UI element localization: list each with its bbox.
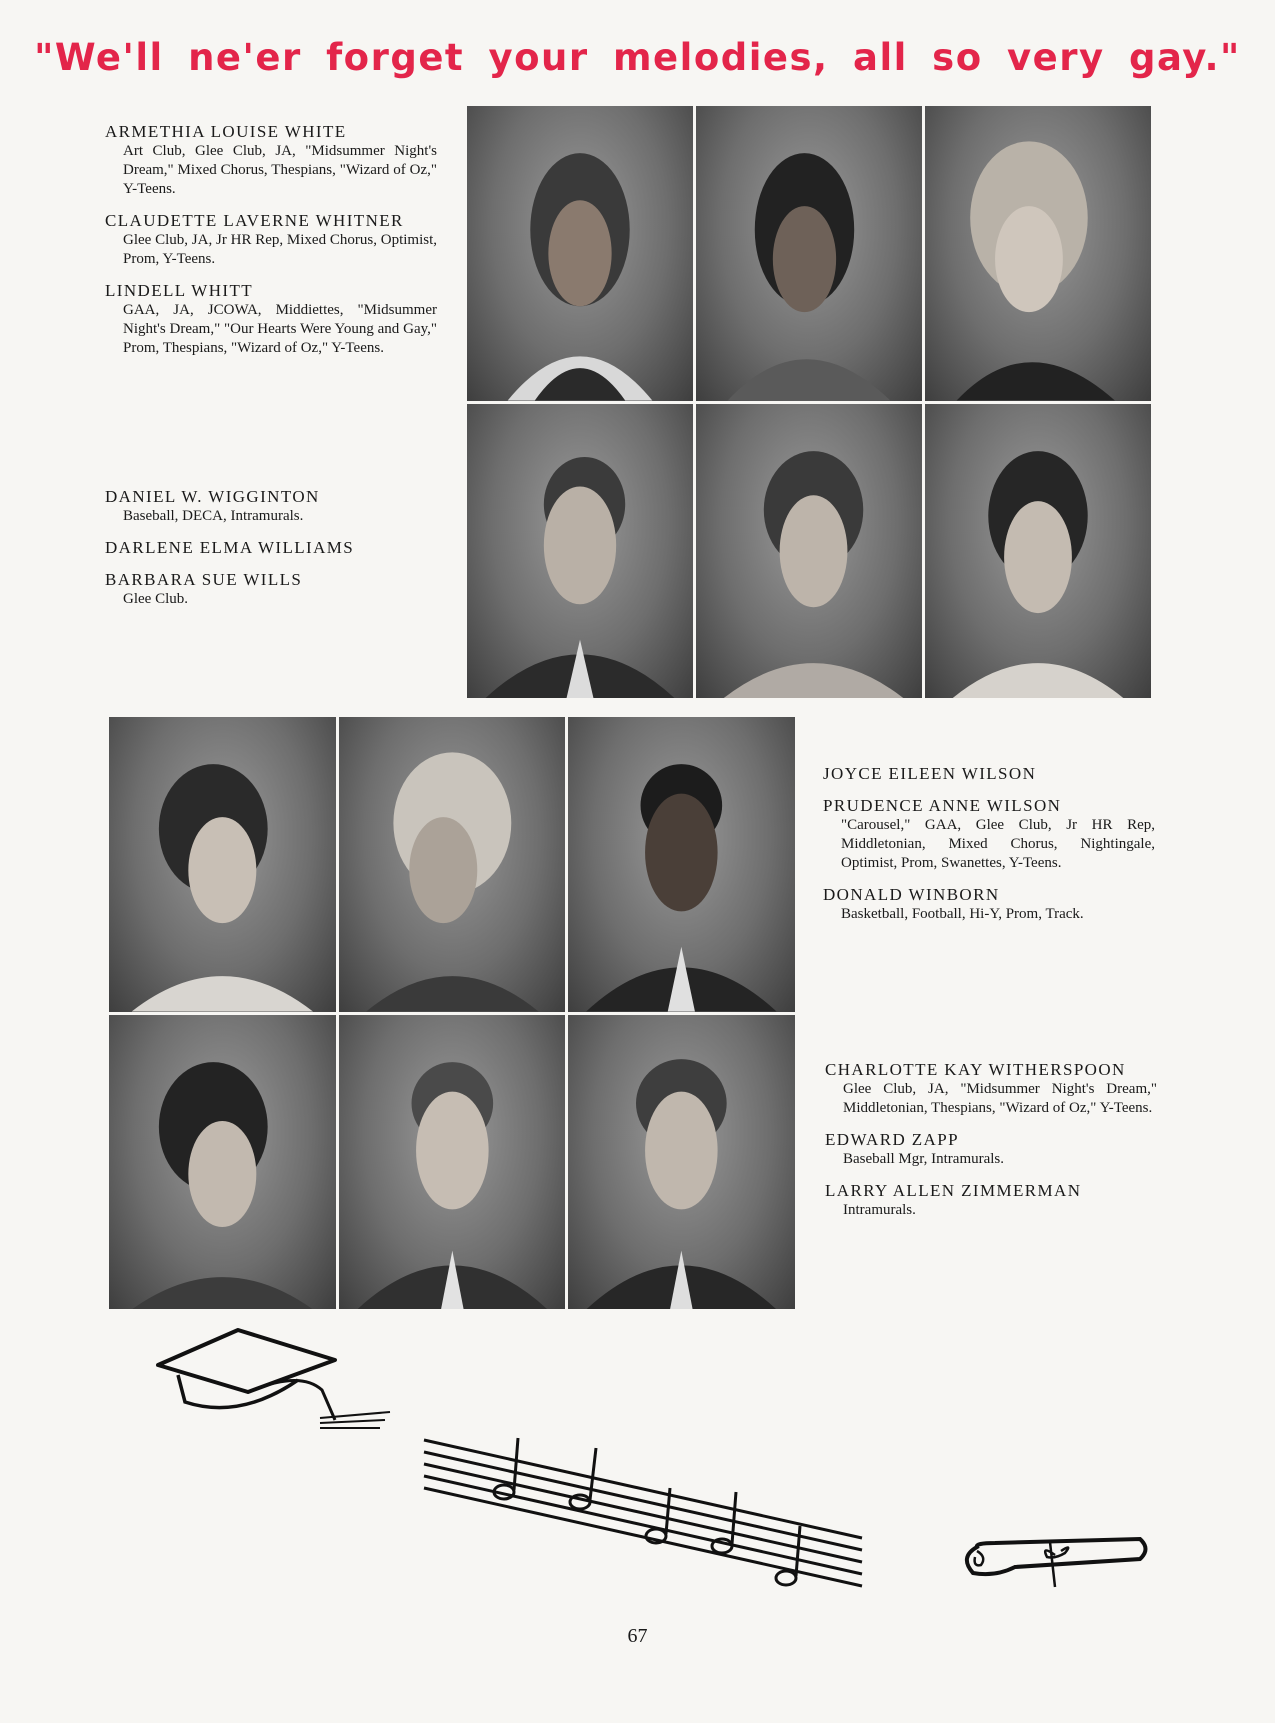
- graduation-cap-icon: [150, 1320, 400, 1440]
- student-name: CLAUDETTE LAVERNE WHITNER: [105, 211, 404, 230]
- mid-left-names: [105, 487, 437, 621]
- student-entry: [105, 281, 437, 358]
- student-entry: [105, 538, 437, 558]
- student-entry: [823, 764, 1155, 784]
- student-portrait: [109, 1015, 336, 1310]
- student-name: DONALD WINBORN: [823, 885, 1000, 904]
- student-entry: [105, 122, 437, 199]
- student-entry: [825, 1181, 1157, 1220]
- bottom-right-names: [825, 1060, 1157, 1232]
- student-entry: [105, 570, 437, 609]
- student-entry: [825, 1060, 1157, 1118]
- student-portrait: [467, 106, 693, 401]
- student-portrait: [696, 106, 922, 401]
- student-name: ARMETHIA LOUISE WHITE: [105, 122, 347, 141]
- student-name: LINDELL WHITT: [105, 281, 254, 300]
- page-number: 67: [627, 1625, 648, 1647]
- student-activities: "Carousel," GAA, Glee Club, Jr HR Rep, Middletonian, Mixed Chorus, Nightingale, Optimist, Prom, Swanettes, Y-Teens.: [841, 817, 1155, 871]
- student-entry: [105, 211, 437, 269]
- student-entry: [105, 487, 437, 526]
- student-name: JOYCE EILEEN WILSON: [823, 764, 1037, 783]
- student-activities: Glee Club, JA, Jr HR Rep, Mixed Chorus, Optimist, Prom, Y-Teens.: [123, 232, 437, 267]
- student-name: BARBARA SUE WILLS: [105, 570, 303, 589]
- student-portrait: [467, 404, 693, 699]
- student-portrait: [339, 1015, 566, 1310]
- student-portrait: [109, 717, 336, 1012]
- bottom-photo-grid: [109, 717, 795, 1309]
- student-portrait: [568, 717, 795, 1012]
- student-portrait: [339, 717, 566, 1012]
- student-activities: Intramurals.: [843, 1202, 916, 1218]
- student-activities: Glee Club.: [123, 591, 188, 607]
- mid-right-names: [823, 764, 1155, 936]
- student-name: EDWARD ZAPP: [825, 1130, 959, 1149]
- student-activities: Baseball, DECA, Intramurals.: [123, 508, 304, 524]
- student-activities: Basketball, Football, Hi-Y, Prom, Track.: [841, 906, 1084, 922]
- student-activities: Art Club, Glee Club, JA, "Midsummer Night's Dream," Mixed Chorus, Thespians, "Wizard of Oz," Y-Teens.: [123, 143, 437, 197]
- music-notes-icon: [420, 1428, 870, 1598]
- student-name: CHARLOTTE KAY WITHERSPOON: [825, 1060, 1126, 1079]
- student-activities: GAA, JA, JCOWA, Middiettes, "Midsummer Night's Dream," "Our Hearts Were Young and Gay," Prom, Thespians, "Wizard of Oz," Y-Teens.: [123, 302, 437, 356]
- student-portrait: [925, 106, 1151, 401]
- top-photo-grid: [467, 106, 1151, 698]
- student-entry: [825, 1130, 1157, 1169]
- student-portrait: [925, 404, 1151, 699]
- student-entry: [823, 796, 1155, 873]
- student-entry: [823, 885, 1155, 924]
- student-portrait: [568, 1015, 795, 1310]
- student-name: LARRY ALLEN ZIMMERMAN: [825, 1181, 1082, 1200]
- student-portrait: [696, 404, 922, 699]
- student-activities: Glee Club, JA, "Midsummer Night's Dream," Middletonian, Thespians, "Wizard of Oz," Y-Teens.: [843, 1081, 1157, 1116]
- student-activities: Baseball Mgr, Intramurals.: [843, 1151, 1005, 1167]
- student-name: DANIEL W. WIGGINTON: [105, 487, 320, 506]
- student-name: DARLENE ELMA WILLIAMS: [105, 538, 355, 557]
- diploma-scroll-icon: [955, 1527, 1155, 1597]
- student-name: PRUDENCE ANNE WILSON: [823, 796, 1062, 815]
- page-headline: "We'll ne'er forget your melodies, all so very gay.": [34, 36, 1241, 79]
- top-left-names: [105, 122, 437, 370]
